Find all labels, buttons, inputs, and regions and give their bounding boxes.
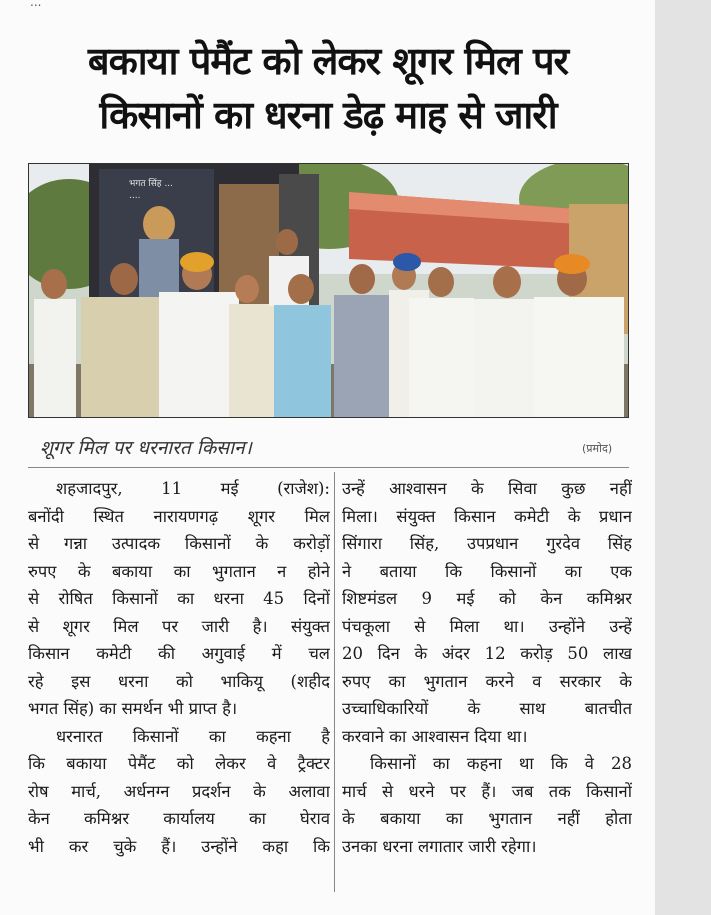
caption-divider bbox=[28, 467, 629, 468]
article-line: बनोंदी स्थित नारायणगढ़ शूगर मिल bbox=[28, 506, 330, 526]
article-line: किसानों का कहना था कि वे 28 bbox=[370, 754, 632, 773]
article-line: मार्च से धरने पर हैं। जब तक किसानों bbox=[342, 781, 632, 801]
photo-caption: शूगर मिल पर धरनारत किसान। bbox=[40, 437, 252, 459]
banner-text-1: भगत सिंह ... bbox=[129, 179, 174, 189]
article-line: सिंगारा सिंह, उपप्रधान गुरदेव सिंह bbox=[342, 534, 632, 553]
article-line: केन कमिश्नर कार्यालय का घेराव bbox=[28, 809, 330, 828]
article-line: करवाने का आश्वासन दिया था। bbox=[342, 726, 528, 746]
article-line: शहजादपुर, 11 मई (राजेश): bbox=[56, 479, 330, 498]
article-column-2 bbox=[342, 475, 632, 860]
column-divider bbox=[334, 472, 335, 892]
article-line: ने बताया कि किसानों का एक bbox=[342, 561, 632, 581]
photo-credit: (प्रमोद) bbox=[582, 442, 613, 455]
article-line: से गन्ना उत्पादक किसानों के करोड़ों bbox=[28, 534, 330, 553]
article-line: भी कर चुके हैं। उन्होंने कहा कि bbox=[28, 836, 330, 856]
article-line: भगत सिंह) का समर्थन भी प्राप्त है। bbox=[28, 699, 238, 718]
article-line: रहे इस धरना को भाकियू (शहीद bbox=[28, 671, 330, 691]
article-line: शिष्टमंडल 9 मई को केन कमिश्नर bbox=[342, 589, 632, 608]
headline-line-2: किसानों का धरना डेढ़ माह से जारी bbox=[99, 93, 557, 137]
article-line: से रोषित किसानों का धरना 45 दिनों bbox=[28, 589, 330, 608]
article-line: रुपए के बकाया का भुगतान न होने bbox=[28, 561, 330, 581]
article-line: उनका धरना लगातार जारी रहेगा। bbox=[342, 836, 537, 856]
article-column-1 bbox=[28, 475, 330, 860]
banner-text-2: .... bbox=[129, 191, 141, 201]
article-line: रोष मार्च, अर्धनग्न प्रदर्शन के अलावा bbox=[28, 781, 330, 801]
right-margin-strip bbox=[655, 0, 711, 915]
article-line: रुपए का भुगतान करने व सरकार के bbox=[342, 671, 632, 691]
article-line: किसान कमेटी की अगुवाई में चल bbox=[28, 644, 330, 663]
article-line: के बकाया का भुगतान नहीं होता bbox=[342, 809, 632, 828]
cut-previous-article-line: ... bbox=[30, 0, 42, 8]
article-line: उच्चाधिकारियों के साथ बातचीत bbox=[342, 699, 632, 718]
article-line: पंचकूला से मिला था। उन्होंने उन्हें bbox=[342, 616, 632, 636]
article-line: मिला। संयुक्त किसान कमेटी के प्रधान bbox=[342, 506, 632, 526]
news-photo bbox=[28, 163, 629, 418]
article-line: कि बकाया पेमैंट को लेकर वे ट्रैक्टर bbox=[28, 754, 330, 773]
article-line: धरनारत किसानों का कहना है bbox=[56, 726, 330, 746]
article-line: से शूगर मिल पर जारी है। संयुक्त bbox=[28, 616, 330, 636]
article-line: उन्हें आश्वासन के सिवा कुछ नहीं bbox=[342, 479, 632, 498]
headline-line-1: बकाया पेमैंट को लेकर शूगर मिल पर bbox=[87, 39, 569, 83]
article-line: 20 दिन के अंदर 12 करोड़ 50 लाख bbox=[342, 644, 632, 663]
farmers-group-photo bbox=[29, 164, 629, 418]
headline bbox=[14, 34, 642, 142]
